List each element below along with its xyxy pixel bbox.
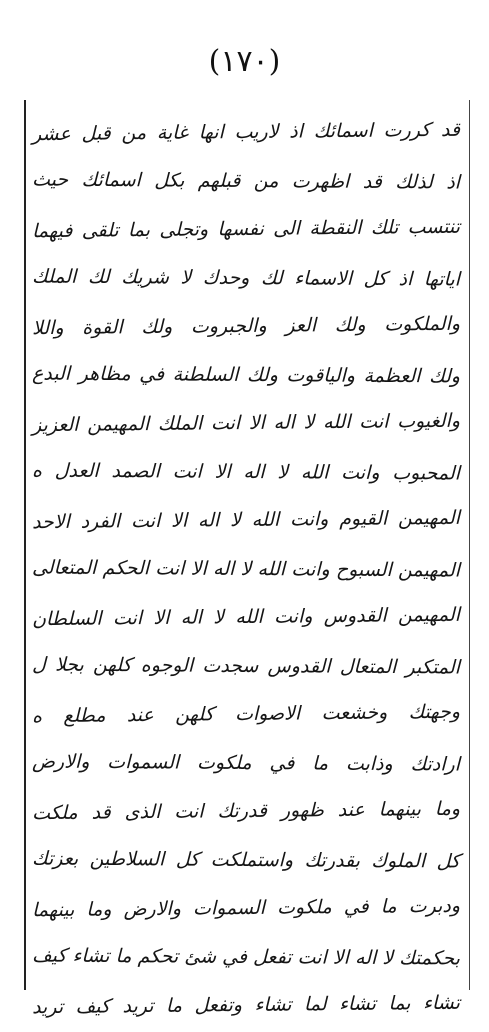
manuscript-line-10: المهيمن السبوح وانت الله لا اله الا انت الحكم المتعالى <box>31 556 461 581</box>
manuscript-line-6: ولك العظمة والياقوت ولك السلطنة في مظاهر البدع <box>31 362 461 387</box>
manuscript-line-9: المهيمن القيوم وانت الله لا اله الا انت الفرد الاحد <box>31 506 461 534</box>
manuscript-text <box>26 108 466 1030</box>
manuscript-line-1: قد كررت اسمائك اذ لاريب انها غاية من قبل عشر <box>31 118 461 146</box>
manuscript-line-7: والغيوب انت الله لا اله الا انت الملك المهيمن العزيز <box>31 409 461 437</box>
manuscript-line-3: تنتسب تلك النقطة الى نفسها وتجلى بما تلقى فيهما <box>31 215 461 243</box>
manuscript-line-11: المهيمن القدوس وانت الله لا اله الا انت السلطان <box>31 603 461 631</box>
manuscript-line-18: بحكمتك لا اله الا انت تفعل في شئ تحكم ما تشاء كيف <box>31 944 461 969</box>
manuscript-line-13: وجهتك وخشعت الاصوات كلهن عند مطلع ه <box>31 700 461 728</box>
manuscript-line-4: اياتها اذ كل الاسماء لك وحدك لا شريك لك الملك <box>31 265 461 290</box>
manuscript-line-15: وما بينهما عند ظهور قدرتك انت الذى قد ملكت <box>31 797 461 825</box>
page-number: (۱۷۰) <box>208 44 281 79</box>
manuscript-line-14: ارادتك وذابت ما في ملكوت السموات والارض <box>31 750 461 775</box>
manuscript-line-8: المحبوب وانت الله لا اله الا انت الصمد العدل ه <box>31 459 461 484</box>
manuscript-line-2: اذ لذلك قد اظهرت من قبلهم بكل اسمائك حيث <box>31 168 461 193</box>
manuscript-line-17: ودبرت ما في ملكوت السموات والارض وما بينهما <box>31 894 461 922</box>
manuscript-line-5: والملكوت ولك العز والجبروت ولك القوة واللا <box>31 312 461 340</box>
manuscript-line-19: تشاء بما تشاء لما تشاء وتفعل ما تريد كيف تريد <box>31 991 461 1019</box>
manuscript-line-12: المتكبر المتعال القدوس سجدت الوجوه كلهن بجلا ل <box>31 653 461 678</box>
manuscript-line-16: كل الملوك بقدرتك واستملكت كل السلاطين بعزتك <box>31 847 461 872</box>
